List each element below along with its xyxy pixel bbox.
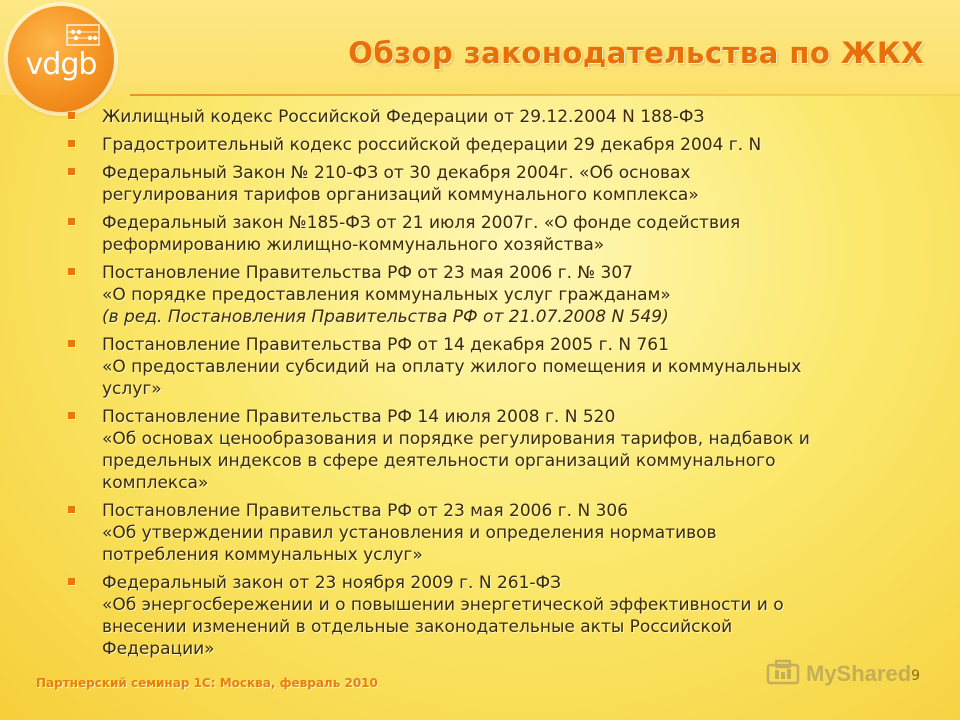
list-item-line: «Об основах ценообразования и порядке регулирования тарифов, надбавок и [102,429,810,449]
list-item-line: (в ред. Постановления Правительства РФ от 21.07.2008 N 549) [102,307,669,327]
list-item-line: Постановление Правительства РФ от 23 мая 2006 г. N 306 [102,501,629,521]
list-item [66,500,936,566]
list-item-line: предельных индексов в сфере деятельности организаций коммунального [102,451,776,471]
abacus-icon [66,24,100,46]
footer-text: Партнерский семинар 1С: Москва, февраль 2010 [36,676,378,690]
slide-title: Обзор законодательства по ЖКХ [348,36,924,70]
list-item [66,212,936,256]
legislation-list [66,106,936,666]
list-item-line: Постановление Правительства РФ от 23 мая 2006 г. № 307 [102,263,633,283]
list-item-line: Федеральный закон от 23 ноября 2009 г. N 261-ФЗ [102,573,562,593]
logo-text: vdgb [25,46,97,82]
list-item [66,406,936,494]
square-bullet-icon [68,340,75,347]
list-item-line: «О порядке предоставления коммунальных услуг гражданам» [102,285,671,305]
list-item [66,162,936,206]
list-item-line: внесении изменений в отдельные законодательные акты Российской [102,617,733,637]
square-bullet-icon [68,412,75,419]
list-item-line: комплекса» [102,473,209,493]
list-item-line: Жилищный кодекс Российской Федерации от 29.12.2004 N 188-ФЗ [102,107,705,127]
list-item-line: Федеральный закон №185-ФЗ от 21 июля 2007г. «О фонде содействия [102,213,741,233]
list-item [66,572,936,660]
list-item [66,134,936,156]
list-item-line: Постановление Правительства РФ от 14 декабря 2005 г. N 761 [102,335,669,355]
list-item-line: Градостроительный кодекс российской федерации 29 декабря 2004 г. N [102,135,762,155]
list-item-line: Федерации» [102,639,215,659]
square-bullet-icon [68,140,75,147]
title-divider [130,94,960,96]
list-item-line: Федеральный Закон № 210-ФЗ от 30 декабря 2004г. «Об основах [102,163,691,183]
list-item-line: «Об утверждении правил установления и определения нормативов [102,523,717,543]
list-item-line: регулирования тарифов организаций коммунального комплекса» [102,185,699,205]
list-item-line: «О предоставлении субсидий на оплату жилого помещения и коммунальных [102,357,802,377]
watermark-text: MyShared [806,661,912,686]
square-bullet-icon [68,268,75,275]
myshared-logo-icon [766,659,800,689]
square-bullet-icon [68,218,75,225]
watermark [766,658,911,690]
list-item [66,334,936,400]
page-number: 9 [911,668,920,684]
square-bullet-icon [68,112,75,119]
list-item-line: услуг» [102,379,162,399]
list-item [66,106,936,128]
list-item [66,262,936,328]
vdgb-logo [8,6,114,112]
square-bullet-icon [68,168,75,175]
square-bullet-icon [68,578,75,585]
list-item-line: потребления коммунальных услуг» [102,545,423,565]
list-item-line: «Об энергосбережении и о повышении энергетической эффективности и о [102,595,784,615]
list-item-line: реформированию жилищно-коммунального хозяйства» [102,235,605,255]
list-item-line: Постановление Правительства РФ 14 июля 2008 г. N 520 [102,407,616,427]
square-bullet-icon [68,506,75,513]
